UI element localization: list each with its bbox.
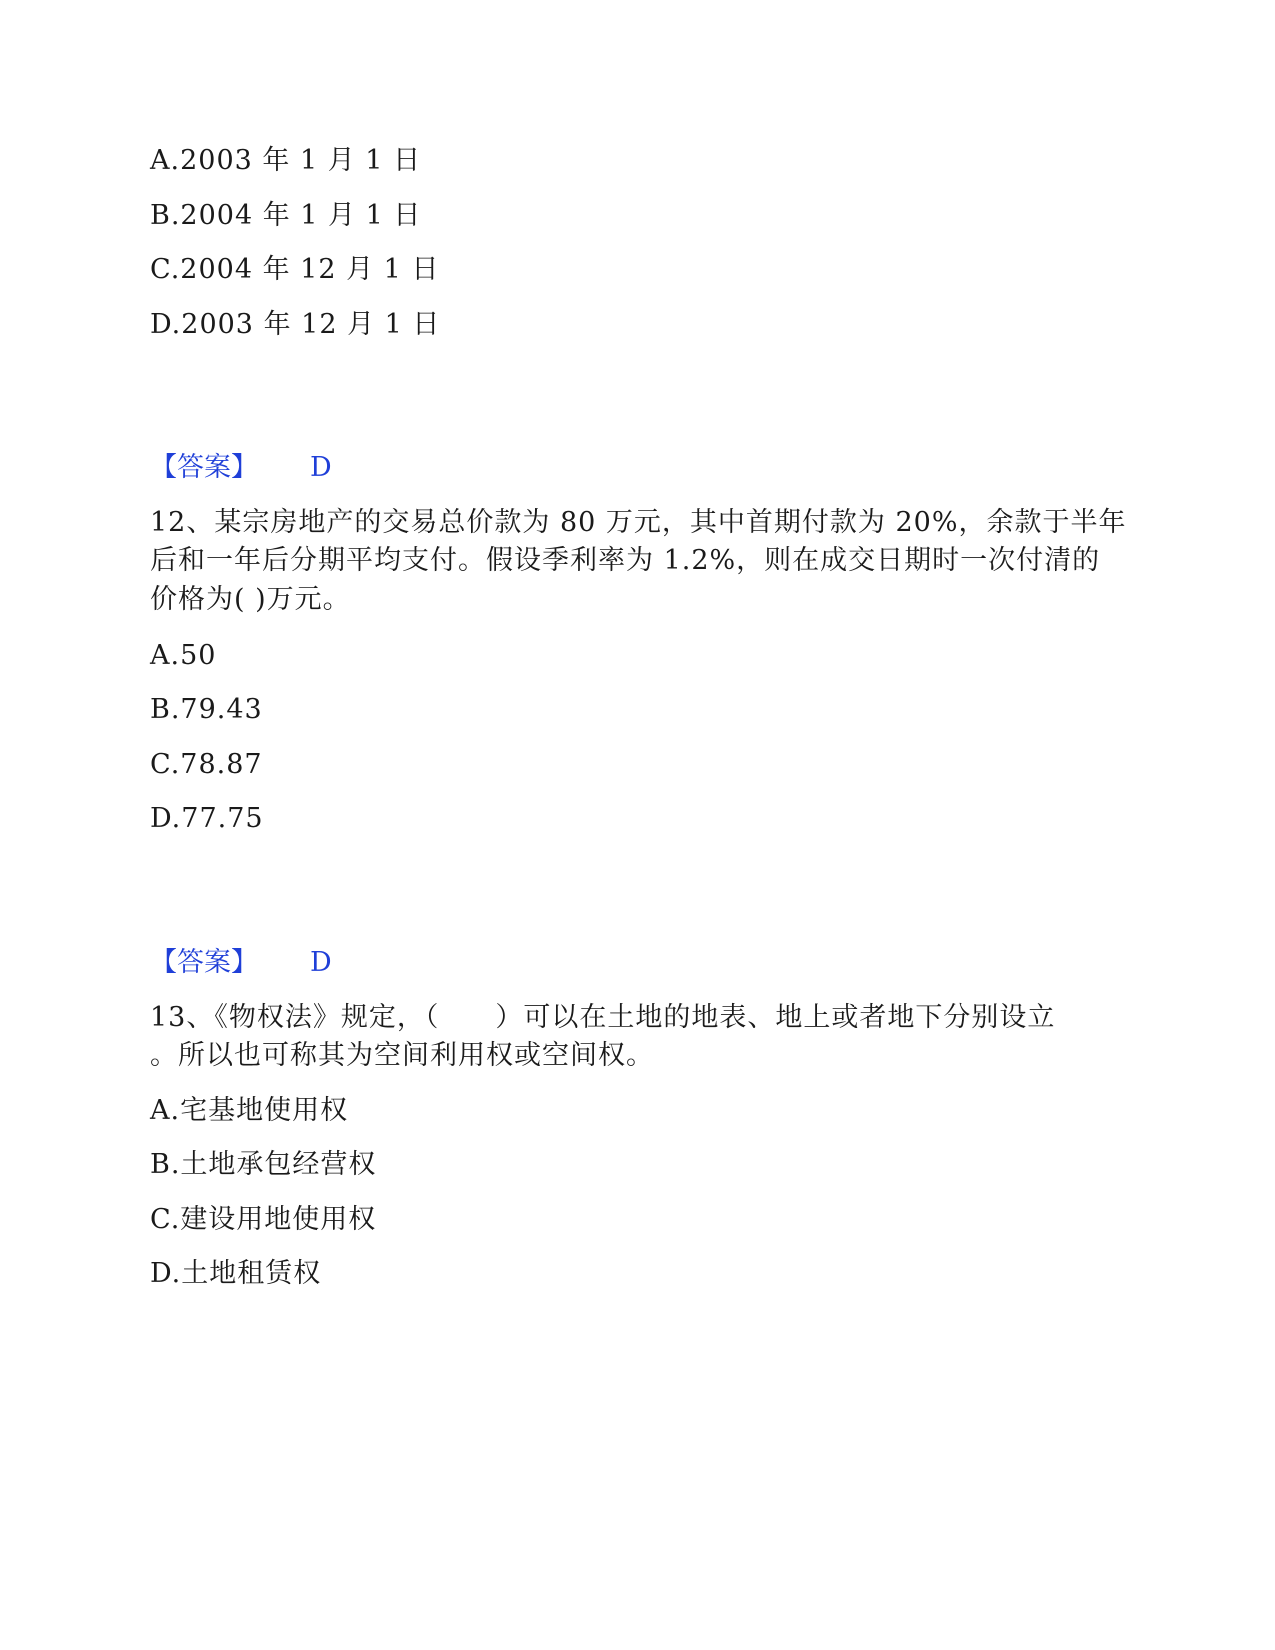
- q11-answer: [150, 452, 332, 484]
- q13-stem-line-2: 。所以也可称其为空间利用权或空间权。: [150, 1040, 654, 1071]
- answer-label: 【答案】: [150, 947, 258, 978]
- q13-stem-line-1: 13、《物权法》规定，（ ）可以在土地的地表、地上或者地下分别设立: [150, 1002, 1056, 1033]
- answer-label: 【答案】: [150, 452, 258, 483]
- q12-answer: [150, 947, 332, 979]
- q11-option-d: D.2003 年 12 月 1 日: [150, 309, 441, 340]
- q12-option-a: A.50: [150, 640, 217, 671]
- q11-option-c: C.2004 年 12 月 1 日: [150, 254, 440, 285]
- q13-option-b: B.土地承包经营权: [150, 1149, 377, 1180]
- q12-option-b: B.79.43: [150, 694, 263, 725]
- q11-option-b: B.2004 年 1 月 1 日: [150, 200, 422, 231]
- q12-stem-line-1: 12、某宗房地产的交易总价款为 80 万元，其中首期付款为 20%，余款于半年: [150, 507, 1127, 538]
- q13-option-c: C.建设用地使用权: [150, 1204, 377, 1235]
- answer-value: D: [310, 452, 332, 483]
- answer-value: D: [310, 947, 332, 978]
- q11-option-a: A.2003 年 1 月 1 日: [150, 145, 422, 176]
- q12-option-d: D.77.75: [150, 803, 264, 834]
- q12-stem-line-3: 价格为( )万元。: [150, 584, 351, 615]
- q12-stem-line-2: 后和一年后分期平均支付。假设季利率为 1.2%，则在成交日期时一次付清的: [150, 545, 1101, 576]
- q12-option-c: C.78.87: [150, 749, 263, 780]
- q13-option-d: D.土地租赁权: [150, 1258, 322, 1289]
- q13-option-a: A.宅基地使用权: [150, 1095, 349, 1126]
